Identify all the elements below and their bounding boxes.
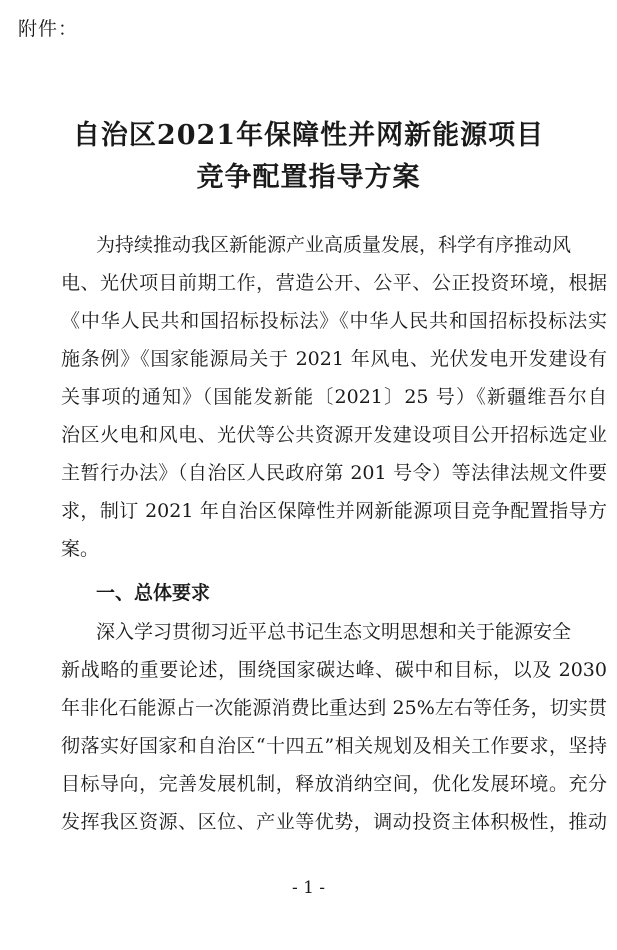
section-line-4: 彻落实好国家和自治区“十四五”相关规划及相关工作要求，坚持 [61, 735, 607, 757]
intro-line-5: 关事项的通知》（国能发新能〔2021〕25 号）《新疆维吾尔自 [61, 386, 607, 408]
section-line-2: 新战略的重要论述，围绕国家碳达峰、碳中和目标，以及 2030 [61, 659, 607, 681]
intro-line-6: 治区火电和风电、光伏等公共资源开发建设项目公开招标选定业 [61, 424, 607, 446]
attachment-label: 附件： [18, 18, 79, 40]
intro-line-4: 施条例》《国家能源局关于 2021 年风电、光伏发电开发建设有 [61, 348, 607, 370]
section-line-1: 深入学习贯彻习近平总书记生态文明思想和关于能源安全 [96, 621, 572, 643]
document-title-line-2: 竞争配置指导方案 [196, 162, 421, 193]
intro-line-7: 主暂行办法》（自治区人民政府第 201 号令）等法律法规文件要 [61, 462, 607, 484]
intro-line-3: 《中华人民共和国招标投标法》《中华人民共和国招标投标法实 [61, 310, 607, 332]
intro-line-8: 求，制订 2021 年自治区保障性并网新能源项目竞争配置指导方 [61, 500, 607, 522]
document-title-line-1: 自治区2021年保障性并网新能源项目 [72, 120, 545, 151]
intro-line-1: 为持续推动我区新能源产业高质量发展，科学有序推动风 [96, 234, 572, 256]
intro-line-2: 电、光伏项目前期工作，营造公开、公平、公正投资环境，根据 [61, 272, 607, 294]
section-line-5: 目标导向，完善发展机制，释放消纳空间，优化发展环境。充分 [61, 773, 607, 795]
intro-line-9: 案。 [61, 538, 100, 560]
section-line-3: 年非化石能源占一次能源消费比重达到 25%左右等任务，切实贯 [61, 697, 607, 719]
section-heading: 一、总体要求 [96, 582, 211, 604]
page-number: - 1 - [291, 878, 326, 898]
section-line-6: 发挥我区资源、区位、产业等优势，调动投资主体积极性，推动 [61, 811, 607, 833]
